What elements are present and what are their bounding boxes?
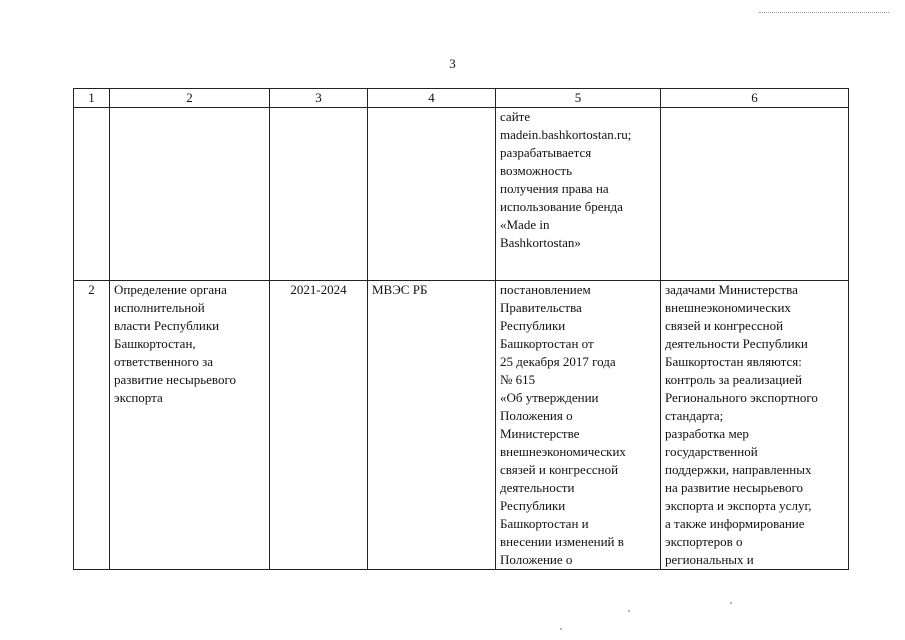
table-row: [74, 108, 849, 281]
row-number-cell: 2: [74, 281, 110, 570]
basis-cell: [496, 108, 661, 281]
result-cell-line: связей и конгрессной: [665, 318, 784, 333]
column-header: 6: [661, 89, 849, 108]
measure-name-cell-line: ответственного за: [114, 354, 214, 369]
result-cell-line: экспортеров о: [665, 534, 743, 549]
result-cell-line: Регионального экспортного: [665, 390, 818, 405]
basis-cell-line: Положение о: [500, 552, 573, 567]
result-cell-line: поддержки, направленных: [665, 462, 812, 477]
basis-cell-line: разрабатывается: [500, 145, 592, 160]
basis-cell-line: использование бренда: [500, 199, 623, 214]
basis-cell-line: Республики: [500, 318, 566, 333]
basis-cell-line: Министерстве: [500, 426, 580, 441]
column-header: 4: [368, 89, 496, 108]
result-cell-line: экспорта и экспорта услуг,: [665, 498, 812, 513]
row-number-cell: [74, 108, 110, 281]
result-cell-line: региональных и: [665, 552, 754, 567]
basis-cell: [496, 281, 661, 570]
result-cell-line: Башкортостан являются:: [665, 354, 802, 369]
table-header-row: [74, 89, 849, 108]
basis-cell-line: «Made in: [500, 217, 550, 232]
result-cell-line: государственной: [665, 444, 758, 459]
table-row: [74, 281, 849, 570]
basis-cell-line: деятельности: [500, 480, 575, 495]
measure-name-cell-line: развитие несырьевого: [114, 372, 236, 387]
basis-cell-line: madein.bashkortostan.ru;: [500, 127, 632, 142]
basis-cell-line: Правительства: [500, 300, 582, 315]
measure-name-cell-line: Башкортостан,: [114, 336, 196, 351]
period-cell: [270, 108, 368, 281]
basis-cell-line: связей и конгрессной: [500, 462, 619, 477]
column-header: 1: [74, 89, 110, 108]
scan-artifact-dot: [628, 610, 630, 612]
result-cell: [661, 108, 849, 281]
page-number: 3: [449, 56, 456, 71]
basis-cell-line: 25 декабря 2017 года: [500, 354, 616, 369]
document-table: [73, 88, 849, 570]
scan-artifact-dot: [730, 602, 732, 604]
scan-artifact-dot: [560, 628, 562, 630]
executor-cell: [368, 108, 496, 281]
measure-name-cell-line: Определение органа: [114, 282, 227, 297]
basis-cell-line: «Об утверждении: [500, 390, 599, 405]
column-header: 5: [496, 89, 661, 108]
measure-name-cell-line: экспорта: [114, 390, 163, 405]
executor-cell: МВЭС РБ: [368, 281, 496, 570]
basis-cell-line: Республики: [500, 498, 566, 513]
basis-cell-line: № 615: [500, 372, 536, 387]
basis-cell-line: Башкортостан и: [500, 516, 589, 531]
period-cell: 2021-2024: [270, 281, 368, 570]
column-header: 2: [110, 89, 270, 108]
basis-cell-line: возможность: [500, 163, 573, 178]
result-cell-line: стандарта;: [665, 408, 724, 423]
basis-cell-line: получения права на: [500, 181, 609, 196]
basis-cell-line: внесении изменений в: [500, 534, 624, 549]
result-cell: [661, 281, 849, 570]
measure-name-cell-line: власти Республики: [114, 318, 220, 333]
column-header: 3: [270, 89, 368, 108]
basis-cell-line: сайте: [500, 109, 531, 124]
result-cell-line: внешнеэкономических: [665, 300, 791, 315]
basis-cell-line: Башкортостан от: [500, 336, 594, 351]
basis-cell-line: Bashkortostan»: [500, 235, 581, 250]
scan-artifact-line: [759, 12, 889, 17]
basis-cell-line: внешнеэкономических: [500, 444, 626, 459]
measure-name-cell-line: исполнительной: [114, 300, 205, 315]
basis-cell-line: постановлением: [500, 282, 591, 297]
result-cell-line: задачами Министерства: [665, 282, 798, 297]
measure-name-cell: [110, 108, 270, 281]
result-cell-line: контроль за реализацией: [665, 372, 802, 387]
measure-name-cell: [110, 281, 270, 570]
result-cell-line: деятельности Республики: [665, 336, 808, 351]
result-cell-line: а также информирование: [665, 516, 805, 531]
result-cell-line: разработка мер: [665, 426, 749, 441]
basis-cell-line: Положения о: [500, 408, 573, 423]
result-cell-line: на развитие несырьевого: [665, 480, 803, 495]
